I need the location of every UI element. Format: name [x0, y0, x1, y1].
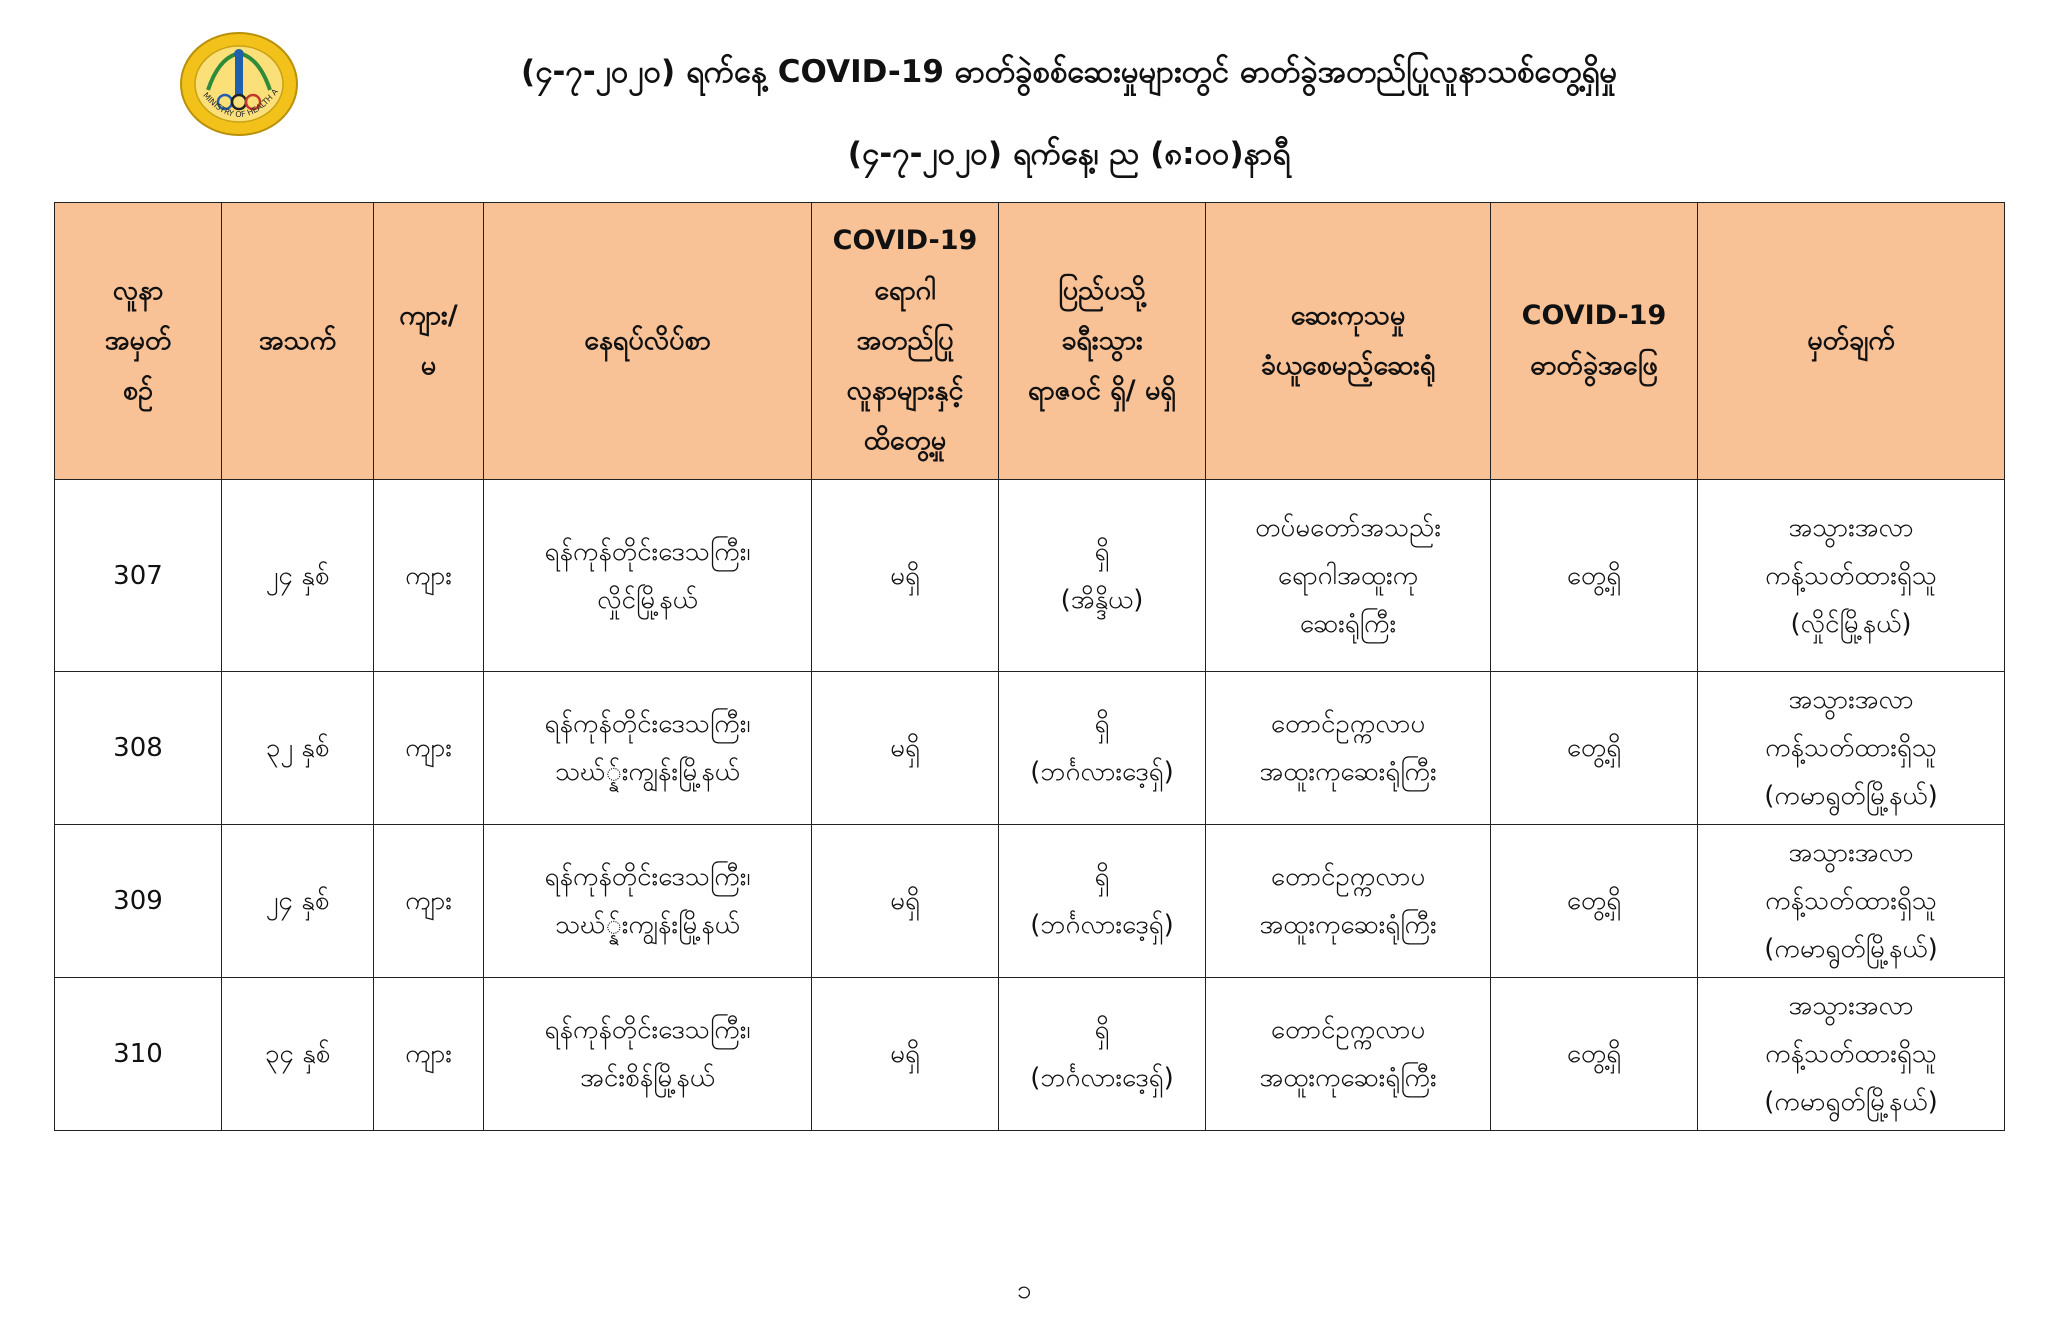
page-subtitle: (၄-၇-၂၀၂၀) ရက်နေ့၊ ည (၈:၀၀)နာရီ	[847, 136, 1291, 172]
table-row	[55, 825, 2005, 978]
cell-hospital: တောင်ဥက္ကလာပ အထူးကုဆေးရုံကြီး	[1206, 978, 1491, 1131]
cell-hospital: တောင်ဥက္ကလာပ အထူးကုဆေးရုံကြီး	[1206, 825, 1491, 978]
cell-sex: ကျား	[374, 480, 484, 672]
col-header-remark: မှတ်ချက်	[1698, 203, 2005, 480]
cell-result: တွေ့ရှိ	[1491, 825, 1698, 978]
cell-result: တွေ့ရှိ	[1491, 672, 1698, 825]
cell-hospital: တောင်ဥက္ကလာပ အထူးကုဆေးရုံကြီး	[1206, 672, 1491, 825]
col-header-sex: ကျား/ မ	[374, 203, 484, 480]
cell-remark: အသွားအလာ ကန့်သတ်ထားရှိသူ (ကမာရွတ်မြို့နယ်)	[1698, 978, 2005, 1131]
cell-contact: မရှိ	[812, 978, 999, 1131]
col-header-no: လူနာ အမှတ် စဉ်	[55, 203, 222, 480]
cell-no: 309	[55, 825, 222, 978]
cell-age: ၃၄ နှစ်	[222, 978, 374, 1131]
table-row	[55, 672, 2005, 825]
cell-sex: ကျား	[374, 978, 484, 1131]
cell-travel: ရှိ (အိန္ဒိယ)	[999, 480, 1206, 672]
cell-result: တွေ့ရှိ	[1491, 978, 1698, 1131]
col-header-address: နေရပ်လိပ်စာ	[484, 203, 812, 480]
cell-remark: အသွားအလာ ကန့်သတ်ထားရှိသူ (ကမာရွတ်မြို့နယ်)	[1698, 672, 2005, 825]
page-title: (၄-၇-၂၀၂၀) ရက်နေ့ COVID-19 ဓာတ်ခွဲစစ်ဆေးမှုများတွင် ဓာတ်ခွဲအတည်ပြုလူနာသစ်တွေ့ရှိမှု	[520, 54, 1618, 90]
cell-address: ရန်ကုန်တိုင်းဒေသကြီး၊ အင်းစိန်မြို့နယ်	[484, 978, 812, 1131]
table-header-row	[55, 203, 2005, 480]
cell-no: 307	[55, 480, 222, 672]
cell-travel: ရှိ (ဘင်္ဂလားဒေ့ရှ်)	[999, 825, 1206, 978]
cell-address: ရန်ကုန်တိုင်းဒေသကြီး၊ သဃ်္န်းကျွန်းမြို့နယ်	[484, 825, 812, 978]
cell-age: ၂၄ နှစ်	[222, 825, 374, 978]
cell-sex: ကျား	[374, 672, 484, 825]
col-header-result: COVID-19 ဓာတ်ခွဲအဖြေ	[1491, 203, 1698, 480]
cell-address: ရန်ကုန်တိုင်းဒေသကြီး၊ လှိုင်မြို့နယ်	[484, 480, 812, 672]
logo-text: MINISTRY OF HEALTH A	[201, 87, 280, 120]
col-header-contact: COVID-19 ရောဂါ အတည်ပြု လူနာများနှင့် ထိတွေ့မှု	[812, 203, 999, 480]
table-row	[55, 978, 2005, 1131]
cell-age: ၂၄ နှစ်	[222, 480, 374, 672]
cell-contact: မရှိ	[812, 480, 999, 672]
col-header-age: အသက်	[222, 203, 374, 480]
cell-sex: ကျား	[374, 825, 484, 978]
cell-age: ၃၂ နှစ်	[222, 672, 374, 825]
cell-contact: မရှိ	[812, 825, 999, 978]
table-row	[55, 480, 2005, 672]
col-header-travel: ပြည်ပသို့ ခရီးသွား ရာဇဝင် ရှိ/ မရှိ	[999, 203, 1206, 480]
cell-hospital: တပ်မတော်အသည်း ရောဂါအထူးကု ဆေးရုံကြီး	[1206, 480, 1491, 672]
cases-table	[54, 202, 2005, 1131]
cell-address: ရန်ကုန်တိုင်းဒေသကြီး၊ သဃ်္န်းကျွန်းမြို့နယ်	[484, 672, 812, 825]
cell-result: တွေ့ရှိ	[1491, 480, 1698, 672]
col-header-hospital: ဆေးကုသမှု ခံယူစေမည့်ဆေးရုံ	[1206, 203, 1491, 480]
cell-no: 310	[55, 978, 222, 1131]
cell-remark: အသွားအလာ ကန့်သတ်ထားရှိသူ (လှိုင်မြို့နယ်)	[1698, 480, 2005, 672]
cell-contact: မရှိ	[812, 672, 999, 825]
cell-travel: ရှိ (ဘင်္ဂလားဒေ့ရှ်)	[999, 672, 1206, 825]
cell-remark: အသွားအလာ ကန့်သတ်ထားရှိသူ (ကမာရွတ်မြို့နယ်)	[1698, 825, 2005, 978]
page-number: ၁	[1016, 1275, 1032, 1305]
cell-no: 308	[55, 672, 222, 825]
cell-travel: ရှိ (ဘင်္ဂလားဒေ့ရှ်)	[999, 978, 1206, 1131]
